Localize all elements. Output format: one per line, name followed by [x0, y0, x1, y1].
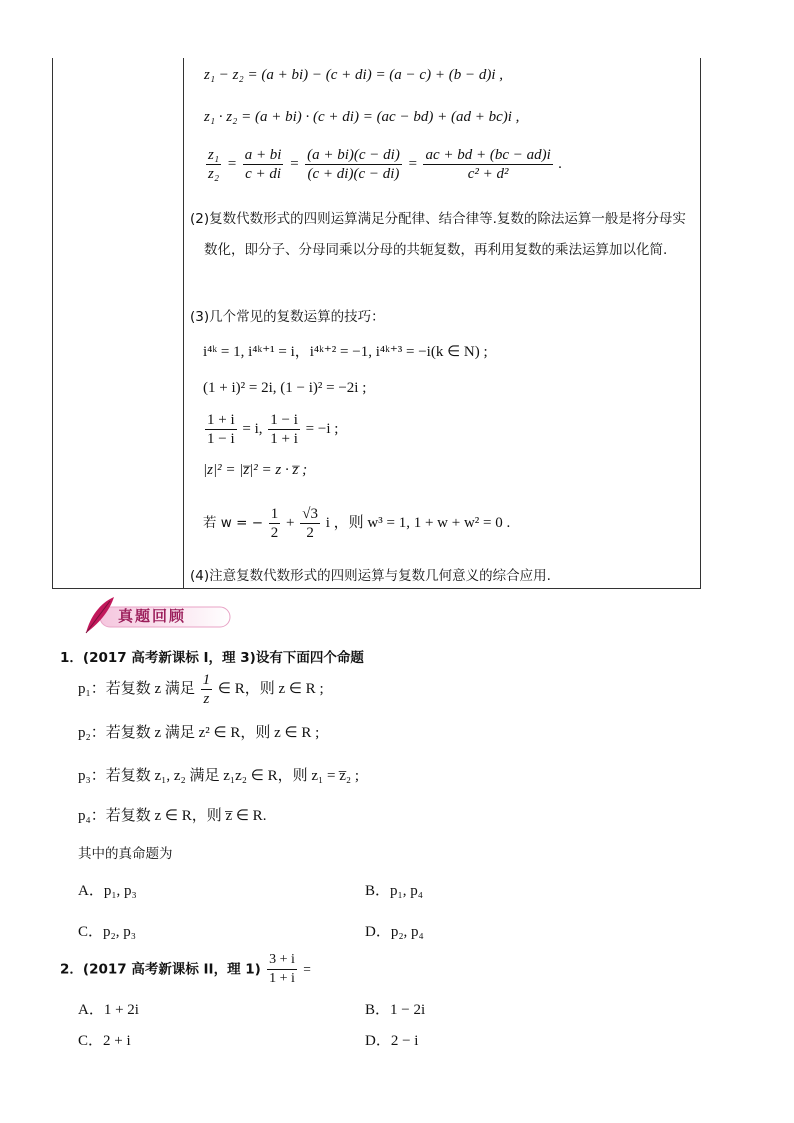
- q2-option-c[interactable]: C．2 + i: [78, 1033, 131, 1049]
- trick-i-powers: i⁴ᵏ = 1, i⁴ᵏ⁺¹ = i，i⁴ᵏ⁺² = −1, i⁴ᵏ⁺³ = −i(k ∈ N) ;: [203, 344, 488, 360]
- note-4: (4)注意复数代数形式的四则运算与复数几何意义的综合应用.: [190, 568, 551, 584]
- note-3: (3)几个常见的复数运算的技巧：: [190, 309, 385, 325]
- trick-modulus: |z|² = |z̅|² = z · z̅ ;: [203, 462, 308, 478]
- q1-option-b[interactable]: B．p₁, p₄: [365, 883, 423, 899]
- q1-p1: p₁：若复数 z 满足 $\frac{1}{z}$ ∈ R，则 z ∈ R ;: [78, 672, 324, 707]
- fraction-3pi-1pi: $\frac{3 + i}{1 + i}$: [269, 952, 295, 986]
- formula-multiplication: z₁ · z₂ = (a + bi) · (c + di) = (ac − bd) + (ad + bc)i ,: [204, 109, 520, 125]
- formula-subtraction: [204, 67, 503, 84]
- trick-cube-root: 若 w = − $\frac{1}{2}$ + $\frac{√3}{2}$ i ，则 w³ = 1, 1 + w + w² = 0 .: [203, 506, 511, 541]
- fraction-a-bi-c-di: $\frac{a + bi}{c + di}$: [244, 147, 282, 182]
- formula-division: $\frac{\text{z₁}}{\text{z₂}}$ = $\frac{a + bi}{c + di}$ = $\frac{(a + bi)(c - di)}{(c + di)(c - di)}$ = $\frac{ac + bd + (bc - ad)i}{\text{c² + d²}}$ .: [208, 147, 563, 182]
- q1-heading: 1．(2017 高考新课标 I，理 3)设有下面四个命题: [60, 650, 364, 666]
- fraction-conjugate: $\frac{(a + bi)(c - di)}{(c + di)(c - di)}$: [307, 147, 400, 182]
- fraction-one-half: $\frac{1}{2}$: [270, 506, 279, 541]
- note-2: (2)复数代数形式的四则运算满足分配律、结合律等.复数的除法运算一般是将分母实数化，即分子、分母同乘以分母的共轭复数，再利用复数的乘法运算加以化简.: [190, 211, 686, 258]
- banner-title: 真题回顾: [118, 607, 187, 625]
- q1-p3: p₃：若复数 z₁, z₂ 满足 z₁z₂ ∈ R，则 z₁ = z̅₂ ;: [78, 768, 360, 784]
- trick-square: (1 + i)² = 2i, (1 − i)² = −2i ;: [203, 380, 367, 396]
- formula-subtraction-text: z₁ − z₂ = (a + bi) − (c + di) = (a − c) + (b − d)i ,: [204, 67, 503, 83]
- fraction-1pi-1mi: $\frac{1 + i}{1 - i}$: [207, 412, 235, 447]
- q1-option-c[interactable]: C．p₂, p₃: [78, 924, 136, 940]
- q2-heading: 2．(2017 高考新课标 II，理 1) $\frac{3 + i}{1 + i}$ =: [60, 952, 311, 986]
- trick-quotient: $\frac{1 + i}{1 - i}$ = i, $\frac{1 - i}{1 + i}$ = −i ;: [207, 412, 339, 447]
- q1-ask: 其中的真命题为: [78, 846, 173, 862]
- fraction-root3-half: $\frac{√3}{2}$: [302, 506, 318, 541]
- fraction-result: $\frac{ac + bd + (bc - ad)i}{\text{c² + d²}}$: [425, 147, 551, 182]
- q1-option-a[interactable]: A．p₁, p₃: [78, 883, 137, 899]
- q1-option-d[interactable]: D．p₂, p₄: [365, 924, 424, 940]
- q1-p4: p₄：若复数 z ∈ R，则 z̅ ∈ R.: [78, 808, 267, 824]
- q2-option-a[interactable]: A．1 + 2i: [78, 1002, 139, 1018]
- q1-p2: p₂：若复数 z 满足 z² ∈ R，则 z ∈ R ;: [78, 725, 320, 741]
- fraction-1mi-1pi: $\frac{1 - i}{1 + i}$: [270, 412, 298, 447]
- table-column-divider: [183, 58, 184, 588]
- fraction-one-over-z: $\frac{1}{z}$: [202, 672, 211, 707]
- q2-option-b[interactable]: B．1 − 2i: [365, 1002, 426, 1018]
- fraction-z1-z2: $\frac{\text{z₁}}{\text{z₂}}$: [208, 147, 220, 182]
- q2-option-d[interactable]: D．2 − i: [365, 1033, 419, 1049]
